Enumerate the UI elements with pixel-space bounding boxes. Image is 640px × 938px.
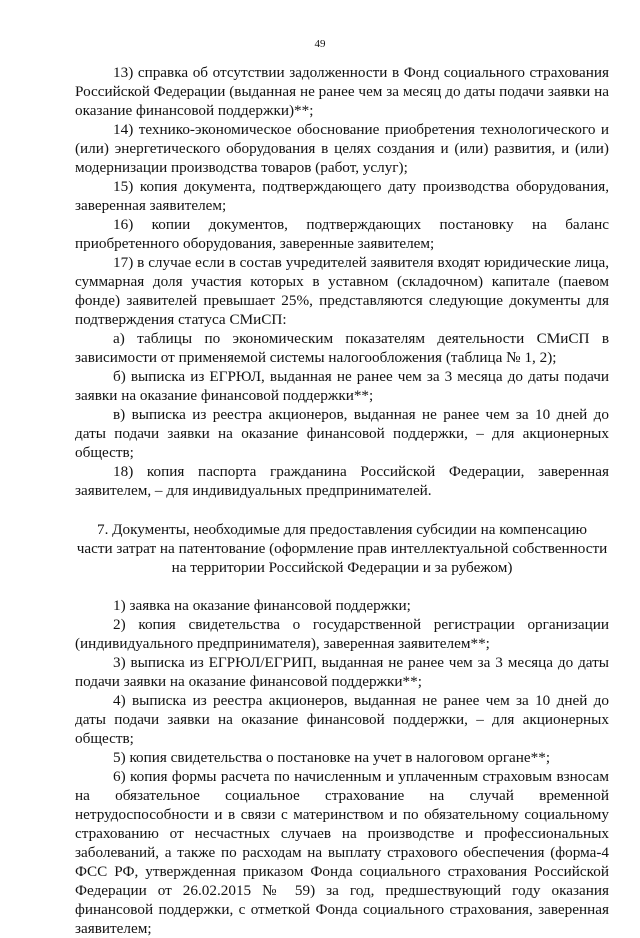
section-heading xyxy=(75,520,609,577)
page-number: 49 xyxy=(314,38,326,50)
list-item-1: 1) заявка на оказание финансовой поддержки; xyxy=(113,597,411,614)
list-item-17: 17) в случае если в состав учредителей заявителя входят юридические лица, суммарная доля участия которых в уставном (складочном) капитале (паевом фонде) заявителей превышает 25%, представляются следующие документы для подтверждения статуса СМиСП: xyxy=(75,254,609,328)
list-item-4: 4) выписка из реестра акционеров, выданная не ранее чем за 10 дней до даты подачи заявки на оказание финансовой поддержки, – для акционерных обществ; xyxy=(75,692,609,747)
list-item-17v: в) выписка из реестра акционеров, выданная не ранее чем за 10 дней до даты подачи заявки на оказание финансовой поддержки, – для акционерных обществ; xyxy=(75,406,609,461)
list-item-18: 18) копия паспорта гражданина Российской Федерации, заверенная заявителем, – для индивидуальных предпринимателей. xyxy=(75,463,609,499)
list-item-17b: б) выписка из ЕГРЮЛ, выданная не ранее чем за 3 месяца до даты подачи заявки на оказание финансовой поддержки**; xyxy=(75,368,609,404)
section-heading-line: части затрат на патентование (оформление прав интеллектуальной собственности xyxy=(76,540,608,557)
document-body xyxy=(75,63,609,938)
list-item-17a: а) таблицы по экономическим показателям деятельности СМиСП в зависимости от применяемой системы налогообложения (таблица № 1, 2); xyxy=(75,330,609,366)
list-item-6: 6) копия формы расчета по начисленным и уплаченным страховым взносам на обязательное социальное страхование на случай временной нетрудоспособности и в связи с материнством и по обязательному социальному страхованию от несчастных случаев на производстве и профессиональных заболеваний, а также по расходам на выплату страхового обеспечения (форма-4 ФСС РФ, утвержденная приказом Фонда социального страхования Российской Федерации от 26.02.2015 № 59) за год, предшествующий году оказания финансовой поддержки, с отметкой Фонда социального страхования, заверенная заявителем; xyxy=(75,768,609,937)
list-item-3: 3) выписка из ЕГРЮЛ/ЕГРИП, выданная не ранее чем за 3 месяца до даты подачи заявки на оказание финансовой поддержки**; xyxy=(75,654,609,690)
list-item-15: 15) копия документа, подтверждающего дату производства оборудования, заверенная заявителем; xyxy=(75,178,609,214)
list-item-13: 13) справка об отсутствии задолженности в Фонд социального страхования Российской Федерации (выданная не ранее чем за месяц до даты подачи заявки на оказание финансовой поддержки)**; xyxy=(75,64,609,119)
list-item-16: 16) копии документов, подтверждающих постановку на баланс приобретенного оборудования, заверенные заявителем; xyxy=(75,216,609,252)
section-list xyxy=(75,596,609,938)
list-item-2: 2) копия свидетельства о государственной регистрации организации (индивидуального предпринимателя), заверенная заявителем**; xyxy=(75,616,609,652)
section-heading-line: 7. Документы, необходимые для предоставления субсидии на компенсацию xyxy=(96,521,588,538)
section-heading-line: на территории Российской Федерации и за рубежом) xyxy=(171,559,513,576)
list-item-14: 14) технико-экономическое обоснование приобретения технологического и (или) энергетического оборудования в целях создания и (или) развития, и (или) модернизации производства товаров (работ, услуг); xyxy=(75,121,609,176)
list-item-5: 5) копия свидетельства о постановке на учет в налоговом органе**; xyxy=(113,749,551,766)
